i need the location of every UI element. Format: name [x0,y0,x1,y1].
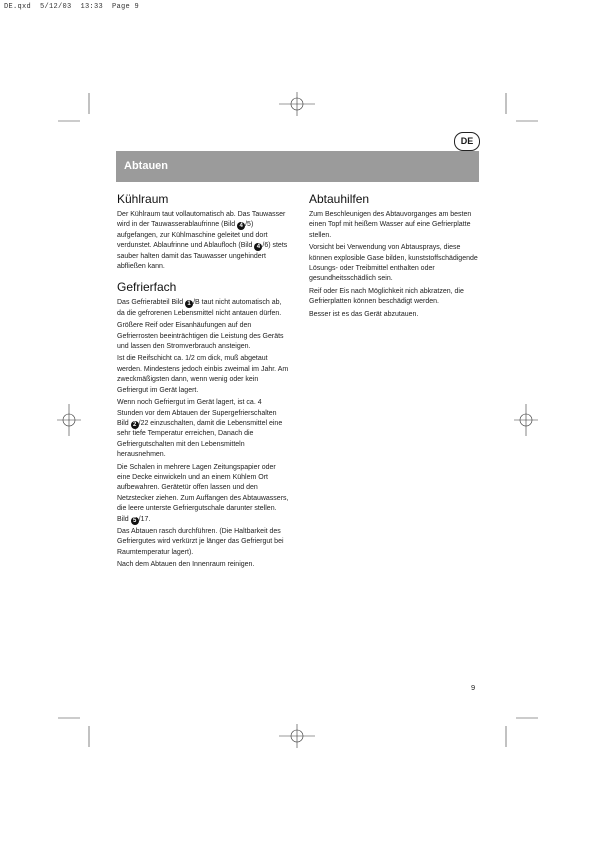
figure-number-badge: 1 [185,300,193,308]
kuehlraum-paragraph: Der Kühlraum taut vollautomatisch ab. Das Tauwasser wird in der Tauwasserablaufrinne (Bild 4 /5) aufgefangen, zur Kühlmaschine geleitet und dort verdunstet. Ablaufrinne und Ablaufloch (Bild 4 /6) stets sauber halten damit das Tauwasser ungehindert abfließen kann. [117,211,288,271]
registration-mark-right [514,404,538,436]
gefrierfach-paragraph-5: Die Schalen in mehrere Lagen Zeitungspapier oder eine Decke einwickeln und an einem Kühlem Ort aufbewahren. Gerätetür offen lassen und den Netzstecker ziehen. Zum Auffangen des Abtauwassers, die leere unterste Gefriergutschale darunter stellen. Bild 5 /17. [117,463,289,524]
gefrierfach-paragraph-4: Wenn noch Gefriergut im Gerät lagert, ist ca. 4 Stunden vor dem Abtauen der Supergefrierschalten Bild 2 /22 einzuschalten, damit die Lebensmittel eine sehr tiefe Temperatur erreichen, Danach die Gefriergutschalten mit den Lebensmitteln herausnehmen. [117,399,283,459]
heading-gefrierfach: Gefrierfach [117,280,177,295]
registration-mark-top [279,92,315,116]
gefrierfach-paragraph-3: Ist die Reifschicht ca. 1/2 cm dick, muß abgetaut werden. Mindestens jedoch einbis zweimal im Jahr. Am zweckmäßigsten dann, wenn wenig oder kein Gefriergut im Gerät lagert. [117,355,289,394]
left-column [117,192,289,573]
registration-mark-left [57,404,81,436]
gefrierfach-paragraph-7: Nach dem Abtauen den Innenraum reinigen. [117,561,255,569]
heading-abtauhilfen: Abtauhilfen [309,192,370,206]
figure-number-badge: 4 [254,243,262,251]
print-header: DE.qxd 5/12/03 13:33 Page 9 [4,3,140,11]
right-column [309,192,481,322]
registration-mark-bottom [279,724,315,748]
gefrierfach-paragraph-1: Das Gefrierabteil Bild 1 /B taut nicht automatisch ab, da die gefrorenen Lebensmittel nicht antauen dürfen. [117,299,282,317]
gefrierfach-paragraph-6: Das Abtauen rasch durchführen. (Die Haltbarkeit des Gefriergutes wird verkürzt je länger das Gefriergut bei Raumtemperatur lagert). [117,527,284,556]
language-badge: DE [454,132,480,151]
figure-number-badge: 5 [131,517,139,525]
abtauhilfen-paragraph-1: Zum Beschleunigen des Abtauvorganges am besten einen Topf mit heißem Wasser auf eine Gefrierplatte stellen. [309,211,472,239]
figure-number-badge: 2 [131,421,139,429]
abtauhilfen-paragraph-2: Vorsicht bei Verwendung von Abtausprays, diese können explosible Gase bilden, kunststoffschädigende Lösungs- oder Treibmittel enthalten oder gesundheitsschädlich sein. [309,244,478,283]
section-title: Abtauen [124,160,168,172]
heading-kuehlraum: Kühlraum [117,192,169,206]
abtauhilfen-paragraph-3: Reif oder Eis nach Möglichkeit nich abkratzen, die Gefrierplatten können beschädigt werden. [309,287,464,306]
page-number: 9 [471,683,476,692]
gefrierfach-paragraph-2: Größere Reif oder Eisanhäufungen auf den Gefrierrosten beeinträchtigen die Leistung des Geräts und lassen den Stromverbrauch ansteigen. [117,322,284,351]
figure-number-badge: 4 [237,222,245,230]
abtauhilfen-paragraph-4: Besser ist es das Gerät abzutauen. [309,310,419,318]
section-header-bar [116,151,479,182]
